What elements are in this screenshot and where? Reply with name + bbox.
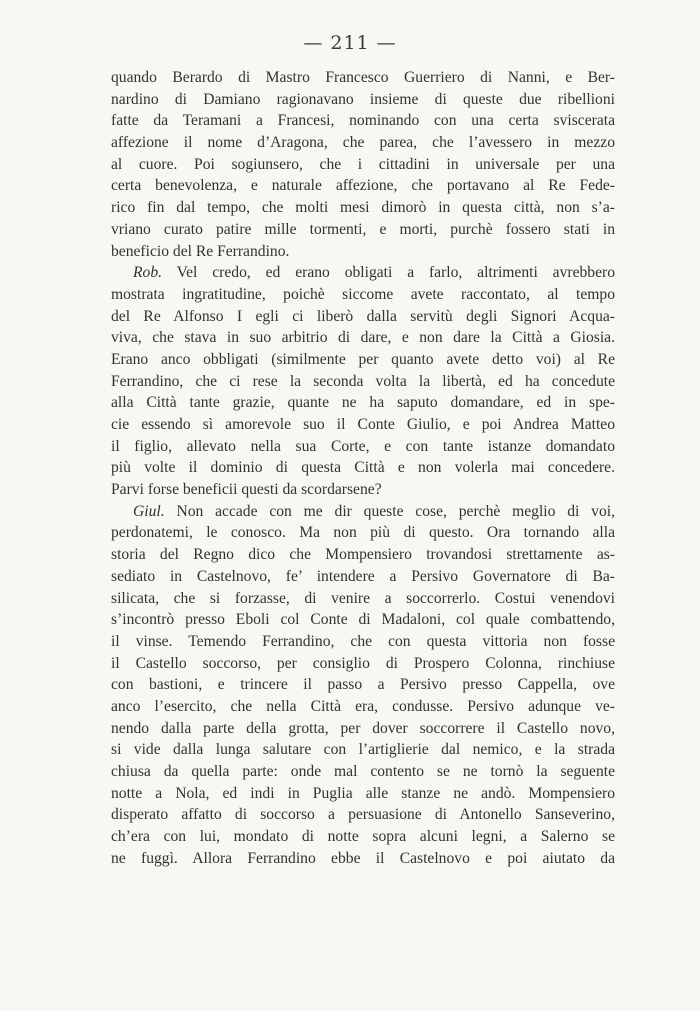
text-line — [111, 479, 615, 501]
text-line — [111, 414, 615, 436]
line-text: nendo dalla parte della grotta, per dover soccorrere il Castello novo, — [111, 719, 615, 737]
text-line — [111, 566, 615, 588]
text-line — [111, 110, 615, 132]
text-line — [111, 284, 615, 306]
line-text: fatte da Teramani a Francesi, nominando con una certa sviscerata — [111, 112, 615, 130]
line-text: più volte il dominio di questa Città e non volerla mai concedere. — [111, 459, 615, 477]
text-line — [111, 718, 615, 740]
line-text: il vinse. Temendo Ferrandino, che con questa vittoria non fosse — [111, 632, 615, 650]
line-text: certa benevolenza, e naturale affezione, che portavano al Re Fede- — [111, 177, 615, 195]
line-text: Vel credo, ed erano obligati a farlo, altrimenti avrebbero — [162, 264, 615, 282]
line-text: Parvi forse beneficii questi da scordarsene? — [111, 481, 382, 499]
line-text: chiusa da quella parte: onde mal contento se ne tornò la seguente — [111, 763, 615, 780]
line-text: affezione il nome d’Aragona, che parea, che l’avessero in mezzo — [111, 134, 615, 152]
text-line — [111, 826, 615, 848]
line-text: s’incontrò presso Eboli col Conte di Madaloni, col quale combattendo, — [111, 611, 615, 629]
text-line — [111, 132, 615, 154]
text-line — [111, 241, 615, 263]
line-text: ch’era con lui, mondato di notte sopra alcuni legni, a Salerno se — [111, 828, 615, 846]
text-line — [111, 653, 615, 675]
line-text: silicata, che si forzasse, di venire a soccorrerlo. Costui venendovi — [111, 589, 615, 607]
line-text: viva, che stava in suo arbitrio di dare, e non dare la Città a Giosia. — [111, 329, 615, 347]
text-line — [111, 67, 615, 89]
text-line — [111, 544, 615, 566]
text-line — [111, 306, 615, 328]
line-text: notte a Nola, ed indi in Puglia alle stanze ne andò. Mompensiero — [111, 784, 615, 802]
line-text: il Castello soccorso, per consiglio di Prospero Colonna, rinchiuse — [111, 654, 615, 672]
text-line — [111, 588, 615, 610]
line-text: disperato affatto di soccorso a persuasione di Antonello Sanseverino, — [111, 806, 615, 824]
text-line — [111, 761, 615, 783]
line-text: si vide dalla lunga salutare con l’artiglierie dal nemico, e la strada — [111, 741, 615, 759]
text-line — [111, 436, 615, 458]
text-line — [111, 197, 615, 219]
line-text: quando Berardo di Mastro Francesco Guerriero di Nanni, e Ber- — [111, 69, 615, 86]
speaker-label: Rob. — [133, 264, 163, 282]
speaker-label: Giul. — [133, 502, 165, 520]
line-text: al cuore. Poi sogiunsero, che i cittadini in universale per una — [111, 155, 615, 173]
line-text: alla Città tante grazie, quante ne ha saputo domandare, ed in spe- — [111, 394, 615, 412]
line-text: beneficio del Re Ferrandino. — [111, 242, 290, 260]
line-text: il figlio, allevato nella sua Corte, e con tante istanze domandato — [111, 437, 615, 455]
text-line — [111, 175, 615, 197]
line-text: sediato in Castelnovo, fe’ intendere a Persivo Governatore di Ba- — [111, 567, 615, 585]
text-line — [111, 783, 615, 805]
text-line — [111, 371, 615, 393]
line-text: con bastioni, e trincere il passo a Persivo presso Cappella, ove — [111, 676, 615, 694]
text-line — [111, 349, 615, 371]
line-text: cie essendo sì amorevole suo il Conte Giulio, e poi Andrea Matteo — [111, 416, 615, 433]
line-text: perdonatemi, le conosco. Ma non più di questo. Ora tornando alla — [111, 524, 615, 542]
text-line — [111, 262, 615, 284]
text-line — [111, 154, 615, 176]
text-line — [111, 457, 615, 479]
text-line — [111, 804, 615, 826]
text-line — [111, 696, 615, 718]
text-line — [111, 522, 615, 544]
text-line — [111, 631, 615, 653]
line-text: Erano anco obbligati (similmente per quanto avete detto voi) al Re — [111, 350, 615, 368]
text-line — [111, 89, 615, 111]
line-text: del Re Alfonso I egli ci liberò dalla servitù degli Signori Acqua- — [111, 307, 615, 325]
text-line — [111, 739, 615, 761]
text-line — [111, 609, 615, 631]
text-line — [111, 848, 615, 870]
line-text: Ferrandino, che ci rese la seconda volta la libertà, ed ha concedute — [111, 372, 615, 390]
line-text: vriano curato patire mille tormenti, e morti, purchè fossero stati in — [111, 220, 615, 238]
text-line — [111, 327, 615, 349]
body-text — [111, 67, 615, 869]
line-text: Non accade con me dir queste cose, perchè meglio di voi, — [164, 502, 615, 520]
text-line — [111, 674, 615, 696]
text-line — [111, 219, 615, 241]
line-text: nardino di Damiano ragionavano insieme di queste due ribellioni — [111, 90, 615, 108]
line-text: storia del Regno dico che Mompensiero trovandosi strettamente as- — [111, 546, 615, 564]
text-line — [111, 392, 615, 414]
page-number: — 211 — — [303, 32, 397, 54]
text-line — [111, 501, 615, 523]
line-text: ne fuggì. Allora Ferrandino ebbe il Castelnovo e poi aiutato da — [111, 849, 615, 867]
line-text: mostrata ingratitudine, poichè siccome avete raccontato, al tempo — [111, 285, 615, 303]
line-text: anco l’esercito, che nella Città era, condusse. Persivo adunque ve- — [111, 697, 615, 715]
line-text: rico fin dal tempo, che molti mesi dimorò in questa città, non s’a- — [111, 199, 615, 217]
